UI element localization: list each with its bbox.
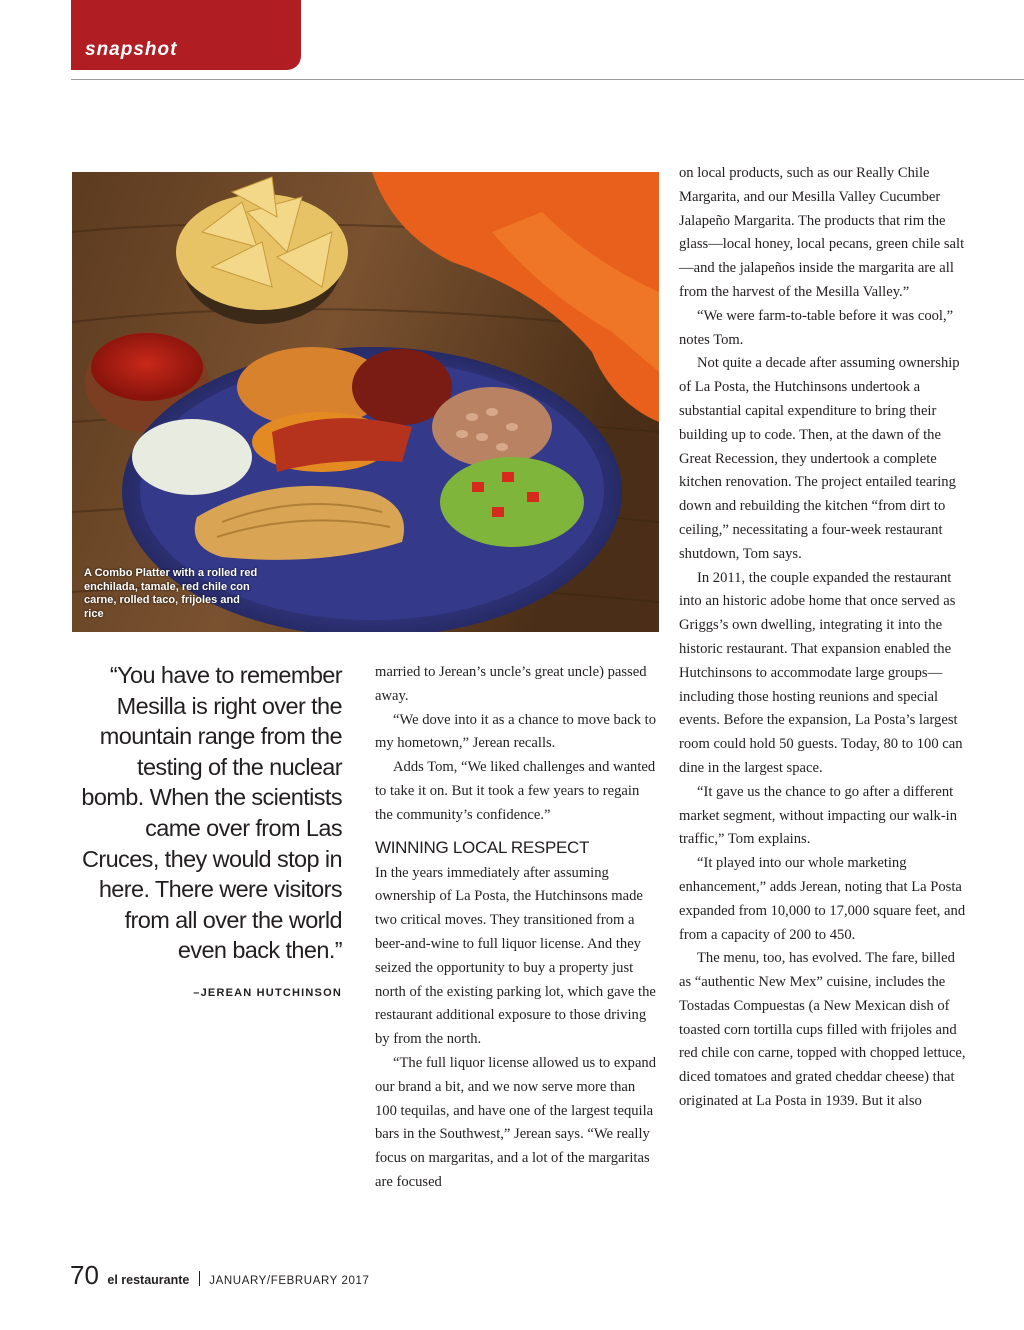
- section-tab: [71, 0, 301, 70]
- page-number: 70: [70, 1260, 99, 1290]
- paragraph: Not quite a decade after assuming ownership of La Posta, the Hutchinsons undertook a substantial capital expenditure to bring their building up to code. Then, at the dawn of the Great Recession, they undertook a complete kitchen renovation. The project entailed tearing down and rebuilding the kitchen “from dirt to ceiling,” necessitating a four-week restaurant shutdown, Tom says.: [679, 355, 960, 562]
- pull-quote-text: “You have to remember Mesilla is right over the mountain range from the testing of the nuclear bomb. When the scientists came over from Las Cruces, they would stop in here. There were visitors from all over the world even back then.”: [81, 662, 342, 964]
- paragraph: “The full liquor license allowed us to expand our brand a bit, and we now serve more than 100 tequilas, and have one of the largest tequila bars in the Southwest,” Jerean says. “We really focus on margaritas, and a lot of the margaritas are focused: [375, 1054, 657, 1190]
- paragraph: Adds Tom, “We liked challenges and wanted to take it on. But it took a few years to regain the community’s confidence.”: [375, 759, 656, 823]
- paragraph: “We dove into it as a chance to move back to my hometown,” Jerean recalls.: [375, 711, 657, 752]
- header-rule: [71, 79, 1024, 80]
- food-photo: [72, 172, 659, 632]
- footer-divider: [199, 1271, 200, 1286]
- paragraph: “It gave us the chance to go after a different market segment, without impacting our walk-in traffic,” Tom explains.: [679, 783, 958, 848]
- issue-date: JANUARY/FEBRUARY 2017: [209, 1275, 370, 1287]
- paragraph: In the years immediately after assuming ownership of La Posta, the Hutchinsons made two critical moves. They transitioned from a beer-and-wine to full liquor license. And they seized the opportunity to buy a property just north of the existing parking lot, which gave the restaurant additional exposure to those driving by from the north.: [375, 864, 656, 1048]
- publication-name: el restaurante: [107, 1273, 190, 1287]
- article-column-2: [375, 661, 660, 1195]
- combo-platter-illustration: [72, 172, 659, 632]
- section-subhead: WINNING LOCAL RESPECT: [375, 837, 590, 857]
- article-column-3: [679, 162, 969, 1114]
- pull-quote: [72, 660, 342, 1000]
- paragraph: “It played into our whole marketing enhancement,” adds Jerean, noting that La Posta expanded from 10,000 to 17,000 square feet, and from a capacity of 200 to 450.: [679, 855, 966, 943]
- paragraph: on local products, such as our Really Chile Margarita, and our Mesilla Valley Cucumber Jalapeño Margarita. The products that rim the glass—local honey, local pecans, green chile salt—and the jalapeños inside the margarita are all from the harvest of the Mesilla Valley.”: [679, 165, 965, 300]
- section-label: snapshot: [85, 39, 178, 60]
- pull-quote-attribution: –JEREAN HUTCHINSON: [193, 986, 342, 999]
- page-footer: [70, 1260, 370, 1290]
- paragraph: “We were farm-to-table before it was cool,” notes Tom.: [679, 307, 954, 348]
- photo-caption: A Combo Platter with a rolled red enchilada, tamale, red chile con carne, rolled taco, frijoles and rice: [84, 567, 258, 620]
- paragraph: married to Jerean’s uncle’s great uncle) passed away.: [375, 664, 647, 704]
- paragraph: The menu, too, has evolved. The fare, billed as “authentic New Mex” cuisine, includes the Tostadas Compuestas (a New Mexican dish of toasted corn tortilla cups filled with frijoles and red chile con carne, topped with chopped lettuce, diced tomatoes and grated cheddar cheese) that originated at La Posta in 1939. But it also: [679, 950, 966, 1110]
- paragraph: In 2011, the couple expanded the restaurant into an historic adobe home that once served as Griggs’s own dwelling, integrating it into the historic restaurant. That expansion enabled the Hutchinsons to accommodate large groups—including those hosting reunions and special events. Before the expansion, La Posta’s largest room could hold 50 guests. Today, 80 to 100 can dine in the largest space.: [679, 569, 963, 776]
